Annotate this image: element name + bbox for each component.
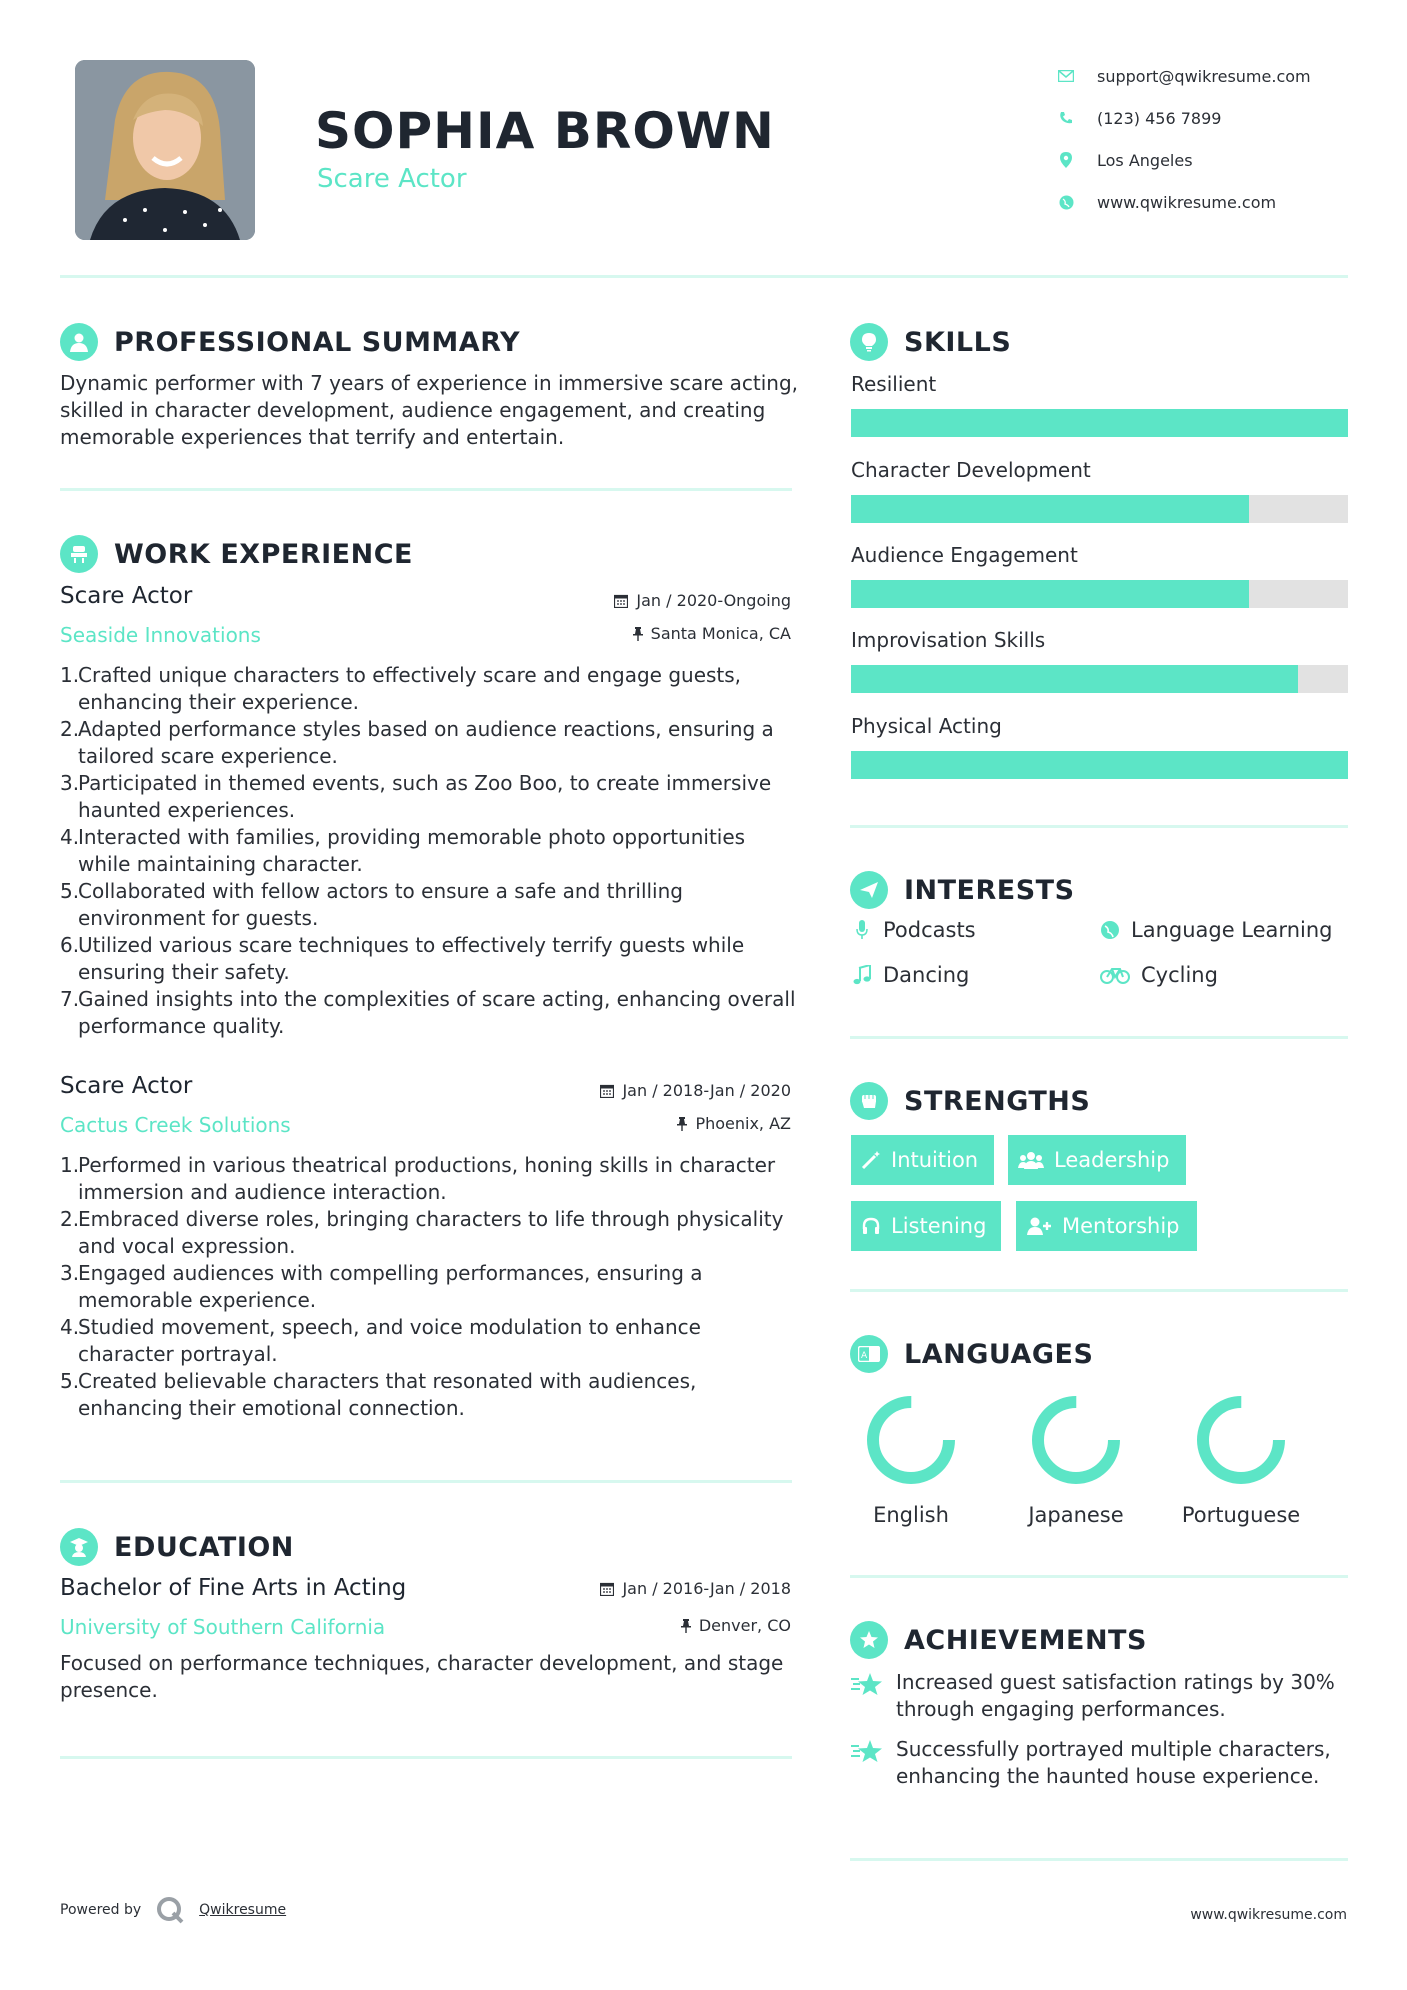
profile-photo	[75, 60, 255, 240]
paper-plane-icon	[850, 871, 888, 909]
interests-heading-text: INTERESTS	[904, 874, 1075, 906]
skills-heading	[850, 323, 1011, 361]
languages-heading-text: LANGUAGES	[904, 1338, 1094, 1370]
star-icon	[850, 1738, 884, 1790]
graduate-icon	[60, 1528, 98, 1566]
achievements-heading	[850, 1621, 1147, 1659]
strengths-heading-text: STRENGTHS	[904, 1085, 1091, 1117]
interest-label: Podcasts	[883, 918, 976, 942]
work-heading-text: WORK EXPERIENCE	[114, 538, 413, 570]
achievement-item	[850, 1669, 1348, 1723]
contact-email-text: support@qwikresume.com	[1097, 66, 1311, 86]
list-item: 3. Participated in themed events, such as Zoo Boo, to create immersive haunted experiences.	[60, 771, 772, 822]
language-icon	[850, 1335, 888, 1373]
globe-icon	[1099, 920, 1121, 940]
education-location	[681, 1616, 791, 1635]
map-pin-icon	[1055, 149, 1077, 171]
list-item: 5. Collaborated with fellow actors to ensure a safe and thrilling environment for guests.	[60, 879, 683, 930]
strength-label: Mentorship	[1062, 1214, 1180, 1238]
user-plus-icon	[1026, 1216, 1052, 1236]
strength-tag	[1016, 1201, 1197, 1251]
education-dates	[600, 1579, 791, 1598]
skill-bar	[851, 580, 1348, 608]
interest-item	[1099, 963, 1218, 987]
microphone-icon	[851, 920, 873, 940]
work-divider	[60, 1480, 792, 1483]
star-icon	[850, 1671, 884, 1723]
powered-by-text: Powered by	[60, 1902, 142, 1918]
language-gauge	[856, 1390, 966, 1490]
list-item: 2. Adapted performance styles based on audience reactions, ensuring a tailored scare experience.	[60, 717, 774, 768]
strength-label: Intuition	[891, 1148, 979, 1172]
pushpin-icon	[681, 1619, 691, 1633]
list-item: 2. Embraced diverse roles, bringing characters to life through physicality and vocal expression.	[60, 1207, 784, 1258]
header-divider	[60, 275, 1348, 278]
job-1-company: Seaside Innovations	[60, 623, 261, 647]
education-description: Focused on performance techniques, character development, and stage presence.	[60, 1651, 784, 1702]
job-1-location	[633, 624, 791, 643]
interest-label: Dancing	[883, 963, 970, 987]
list-item: 4. Studied movement, speech, and voice modulation to enhance character portrayal.	[60, 1315, 701, 1366]
job-1-list	[60, 662, 800, 1040]
skill-label: Character Development	[851, 458, 1091, 482]
calendar-icon	[600, 1582, 614, 1596]
education-heading	[60, 1528, 294, 1566]
skill-bar	[851, 495, 1348, 523]
calendar-icon	[614, 594, 628, 608]
contact-phone	[1055, 97, 1355, 139]
job-1-location-text: Santa Monica, CA	[650, 624, 791, 643]
languages-heading	[850, 1335, 1093, 1373]
contact-location	[1055, 139, 1355, 181]
list-item: 5. Created believable characters that resonated with audiences, enhancing their emotional connection.	[60, 1369, 697, 1420]
job-1-dates	[614, 591, 791, 610]
education-location-text: Denver, CO	[698, 1616, 791, 1635]
bicycle-icon	[1099, 966, 1131, 984]
summary-text: Dynamic performer with 7 years of experience in immersive scare acting, skilled in character development, audience engagement, and creating memorable experiences that terrify and entertain.	[60, 371, 799, 449]
achievement-text: Successfully portrayed multiple characters, enhancing the haunted house experience.	[896, 1737, 1331, 1788]
language-label: Japanese	[1028, 1503, 1124, 1527]
languages-divider	[850, 1575, 1348, 1578]
skill-bar	[851, 409, 1348, 437]
strength-tag	[851, 1135, 994, 1185]
briefcase-icon	[60, 535, 98, 573]
headphones-icon	[861, 1216, 881, 1236]
interest-item	[851, 918, 976, 942]
phone-icon	[1055, 107, 1077, 129]
candidate-name: SOPHIA BROWN	[315, 102, 775, 160]
skills-heading-text: SKILLS	[904, 326, 1012, 358]
list-item: 7. Gained insights into the complexities of scare acting, enhancing overall performance quality.	[60, 987, 796, 1038]
skill-bar-fill	[851, 409, 1348, 437]
summary-heading-text: PROFESSIONAL SUMMARY	[114, 326, 521, 358]
interests-heading	[850, 871, 1075, 909]
strength-tag	[1008, 1135, 1186, 1185]
magic-wand-icon	[861, 1150, 881, 1170]
job-1-dates-text: Jan / 2020-Ongoing	[636, 591, 791, 610]
list-item: 3. Engaged audiences with compelling performances, ensuring a memorable experience.	[60, 1261, 703, 1312]
users-icon	[1018, 1150, 1044, 1170]
job-2-list	[60, 1152, 800, 1422]
calendar-icon	[600, 1084, 614, 1098]
music-note-icon	[851, 965, 873, 985]
footer-powered-by	[60, 1895, 286, 1925]
strength-tag	[851, 1201, 1001, 1251]
svg-text:A: A	[861, 1351, 868, 1361]
school-name: University of Southern California	[60, 1615, 386, 1639]
work-heading	[60, 535, 413, 573]
candidate-title: Scare Actor	[317, 164, 467, 194]
interest-item	[1099, 918, 1332, 942]
qwikresume-logo-icon	[155, 1895, 185, 1925]
strength-label: Leadership	[1054, 1148, 1170, 1172]
strengths-divider	[850, 1289, 1348, 1292]
education-dates-text: Jan / 2016-Jan / 2018	[622, 1579, 791, 1598]
degree-title: Bachelor of Fine Arts in Acting	[60, 1575, 407, 1601]
education-divider	[60, 1756, 792, 1759]
contact-location-text: Los Angeles	[1097, 150, 1193, 170]
skill-bar-fill	[851, 751, 1348, 779]
contact-website-text: www.qwikresume.com	[1097, 192, 1277, 212]
user-icon	[60, 323, 98, 361]
contact-email[interactable]	[1055, 55, 1355, 97]
skill-bar-fill	[851, 580, 1249, 608]
skill-label: Resilient	[851, 372, 937, 396]
qwikresume-link[interactable]: Qwikresume	[199, 1902, 287, 1918]
achievements-divider	[850, 1858, 1348, 1861]
achievement-item	[850, 1736, 1348, 1790]
contact-block	[1055, 55, 1355, 223]
interests-divider	[850, 1036, 1348, 1039]
skill-label: Improvisation Skills	[851, 628, 1046, 652]
globe-icon	[1055, 191, 1077, 213]
achievements-heading-text: ACHIEVEMENTS	[904, 1624, 1147, 1656]
skills-divider	[850, 825, 1348, 828]
job-2-company: Cactus Creek Solutions	[60, 1113, 291, 1137]
job-1-title: Scare Actor	[60, 583, 193, 609]
skill-bar	[851, 751, 1348, 779]
fist-icon	[850, 1082, 888, 1120]
contact-website[interactable]	[1055, 181, 1355, 223]
job-2-dates	[600, 1081, 791, 1100]
language-gauge	[1186, 1390, 1296, 1490]
trophy-icon	[850, 1621, 888, 1659]
strengths-heading	[850, 1082, 1090, 1120]
footer-website[interactable]: www.qwikresume.com	[1190, 1907, 1347, 1923]
language-label: English	[873, 1503, 949, 1527]
list-item: 1. Crafted unique characters to effectively scare and engage guests, enhancing their experience.	[60, 663, 742, 714]
strength-label: Listening	[891, 1214, 987, 1238]
job-2-dates-text: Jan / 2018-Jan / 2020	[622, 1081, 791, 1100]
envelope-icon	[1055, 65, 1077, 87]
pushpin-icon	[677, 1117, 687, 1131]
interest-item	[851, 963, 969, 987]
list-item: 6. Utilized various scare techniques to effectively terrify guests while ensuring their safety.	[60, 933, 745, 984]
interest-label: Language Learning	[1131, 918, 1333, 942]
skill-bar-fill	[851, 495, 1249, 523]
job-2-title: Scare Actor	[60, 1073, 193, 1099]
list-item: 4. Interacted with families, providing memorable photo opportunities while maintaining character.	[60, 825, 746, 876]
list-item: 1. Performed in various theatrical productions, honing skills in character immersion and audience interaction.	[60, 1153, 776, 1204]
language-gauge	[1021, 1390, 1131, 1490]
summary-heading	[60, 323, 520, 361]
contact-phone-text: (123) 456 7899	[1097, 108, 1222, 128]
skill-label: Physical Acting	[851, 714, 1002, 738]
skill-label: Audience Engagement	[851, 543, 1078, 567]
job-2-location	[677, 1114, 791, 1133]
summary-divider	[60, 488, 792, 491]
education-heading-text: EDUCATION	[114, 1531, 294, 1563]
skill-bar	[851, 665, 1348, 693]
pushpin-icon	[633, 627, 643, 641]
lightbulb-icon	[850, 323, 888, 361]
interest-label: Cycling	[1141, 963, 1218, 987]
language-label: Portuguese	[1181, 1503, 1301, 1527]
achievement-text: Increased guest satisfaction ratings by 30% through engaging performances.	[896, 1670, 1335, 1721]
skill-bar-fill	[851, 665, 1298, 693]
job-2-location-text: Phoenix, AZ	[695, 1114, 791, 1133]
